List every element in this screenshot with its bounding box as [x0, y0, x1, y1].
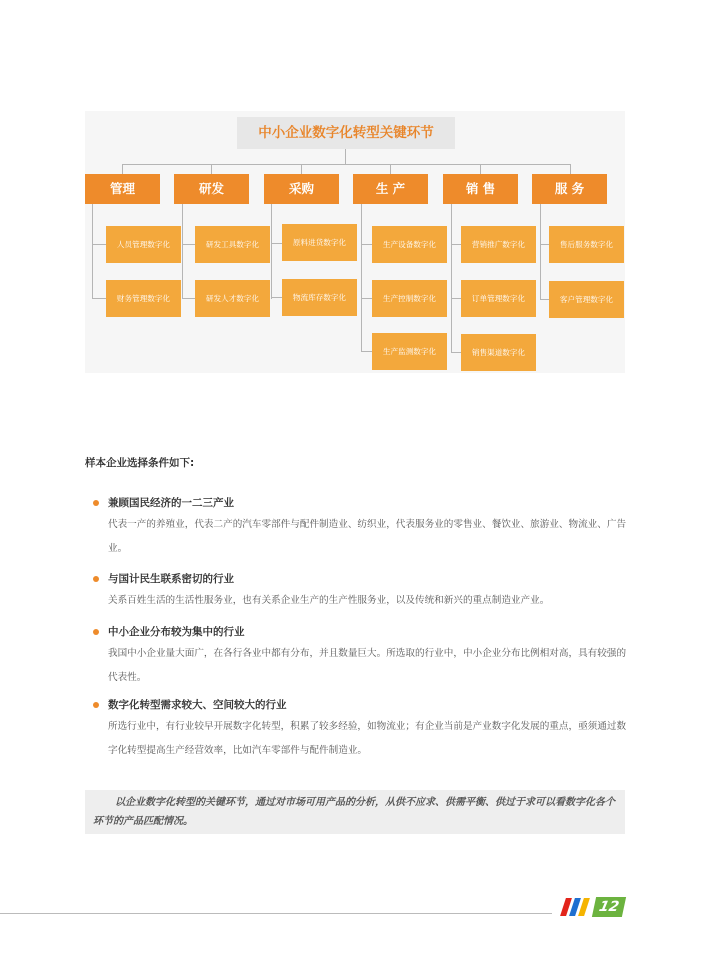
- connector-horizontal-bus: [122, 164, 570, 165]
- leaf-box: 研发工具数字化: [195, 226, 270, 263]
- connector-drop: [480, 164, 481, 174]
- condition-title: 兼顾国民经济的一二三产业: [108, 497, 234, 509]
- connector-drop: [301, 164, 302, 174]
- category-production: 生 产: [353, 174, 428, 204]
- category-management: 管理: [85, 174, 160, 204]
- connector-branch: [361, 204, 362, 352]
- diagram-root-title: 中小企业数字化转型关键环节: [237, 117, 455, 149]
- leaf-box: 人员管理数字化: [106, 226, 181, 263]
- connector-stub: [92, 244, 107, 245]
- footer-divider: [0, 913, 552, 914]
- leaf-box: 财务管理数字化: [106, 280, 181, 317]
- connector-branch: [271, 204, 272, 299]
- connector-drop: [211, 164, 212, 174]
- bullet-icon: [93, 500, 99, 506]
- condition-body: 所选行业中，有行业较早开展数字化转型，积累了较多经验，如物流业；有企业当前是产业数字化发展的重点，亟须通过数字化转型提高生产经营效率，比如汽车零部件与配件制造业。: [108, 721, 627, 756]
- leaf-box: 订单管理数字化: [461, 280, 536, 317]
- condition-title: 数字化转型需求较大、空间较大的行业: [108, 699, 287, 711]
- bullet-icon: [93, 702, 99, 708]
- connector-root-vertical: [345, 149, 346, 164]
- connector-branch: [182, 204, 183, 299]
- leaf-box: 客户管理数字化: [549, 281, 624, 318]
- connector-drop: [390, 164, 391, 174]
- condition-body: 代表一产的养殖业，代表二产的汽车零部件与配件制造业、纺织业，代表服务业的零售业、餐饮业、旅游业、物流业、广告业。: [108, 519, 627, 554]
- bullet-icon: [93, 629, 99, 635]
- connector-stub: [182, 244, 196, 245]
- bullet-icon: [93, 576, 99, 582]
- summary-text: 以企业数字化转型的关键环节，通过对市场可用产品的分析，从供不应求、供需平衡、供过于求可以看数字化各个环节的产品匹配情况。: [93, 797, 615, 827]
- connector-stub: [182, 298, 196, 299]
- category-service: 服 务: [532, 174, 607, 204]
- connector-branch: [451, 204, 452, 352]
- page-number: 12: [592, 897, 626, 917]
- leaf-box: 生产设备数字化: [372, 226, 447, 263]
- condition-title: 与国计民生联系密切的行业: [108, 573, 234, 585]
- leaf-box: 销售渠道数字化: [461, 334, 536, 371]
- conditions-heading: 样本企业选择条件如下:: [85, 457, 195, 469]
- connector-drop: [570, 164, 571, 174]
- leaf-box: 原料进货数字化: [282, 224, 357, 261]
- category-procurement: 采购: [264, 174, 339, 204]
- category-rnd: 研发: [174, 174, 249, 204]
- condition-body: 我国中小企业量大面广，在各行各业中都有分布，并且数量巨大。所选取的行业中，中小企业分布比例相对高，具有较强的代表性。: [108, 648, 627, 683]
- leaf-box: 营销推广数字化: [461, 226, 536, 263]
- leaf-box: 生产控制数字化: [372, 280, 447, 317]
- connector-branch: [540, 204, 541, 299]
- condition-title: 中小企业分布较为集中的行业: [108, 626, 245, 638]
- leaf-box: 生产监测数字化: [372, 333, 447, 370]
- leaf-box: 研发人才数字化: [195, 280, 270, 317]
- category-sales: 销 售: [443, 174, 518, 204]
- connector-drop: [122, 164, 123, 174]
- leaf-box: 售后服务数字化: [549, 226, 624, 263]
- summary-callout: [85, 790, 625, 834]
- connector-stub: [92, 298, 107, 299]
- condition-body: 关系百姓生活的生活性服务业，也有关系企业生产的生产性服务业，以及传统和新兴的重点制造业产业。: [108, 595, 550, 606]
- connector-branch: [92, 204, 93, 299]
- leaf-box: 物流库存数字化: [282, 279, 357, 316]
